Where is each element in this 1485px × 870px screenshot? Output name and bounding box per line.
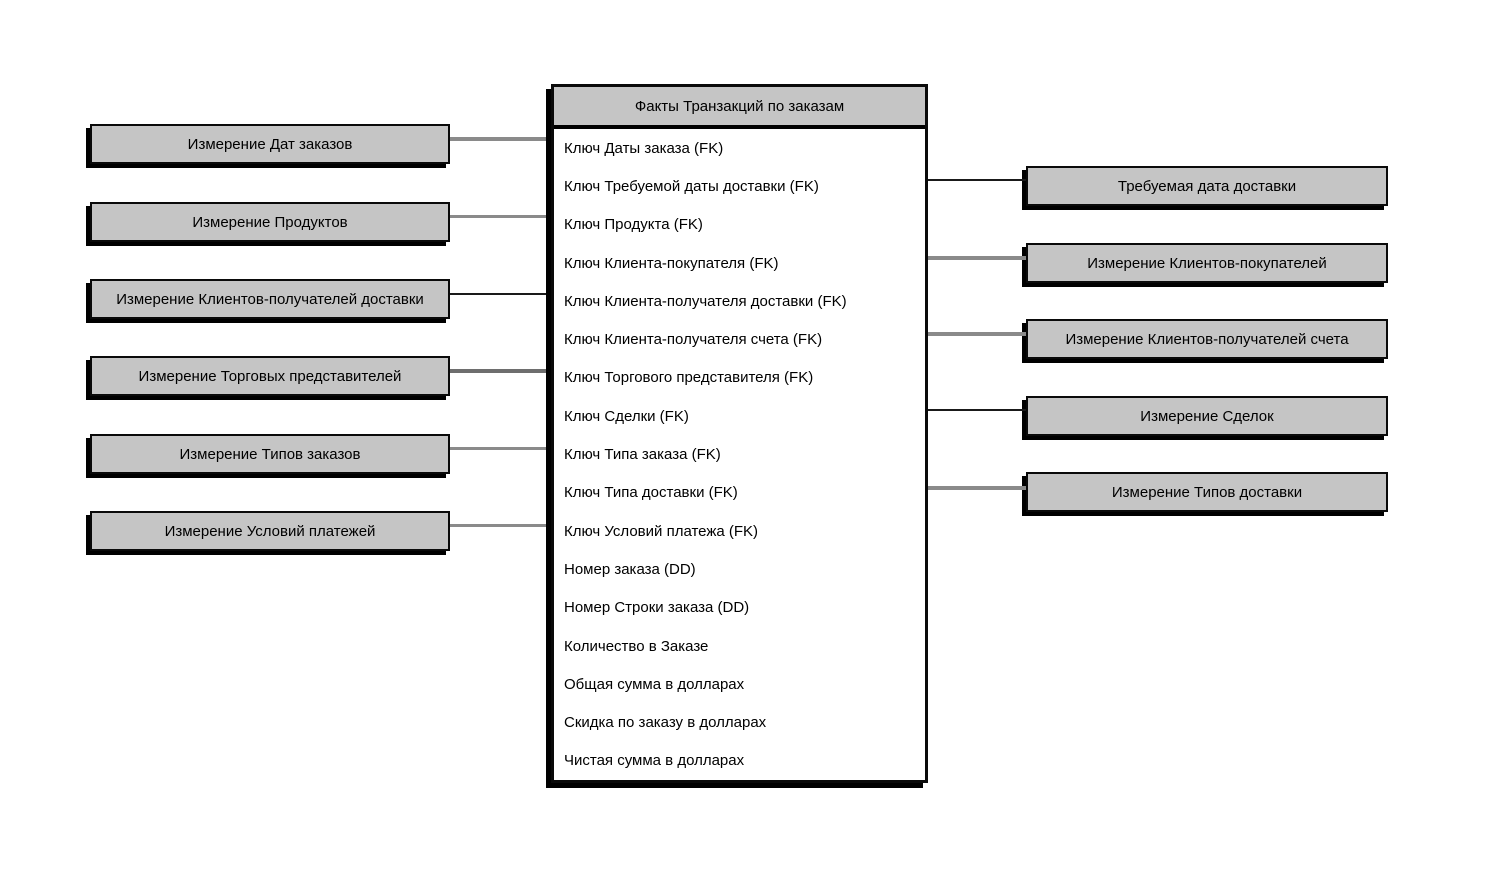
connector-buyer-customers — [925, 256, 1026, 260]
dimension-label-order-dates: Измерение Дат заказов — [187, 135, 353, 153]
fact-field-buyer-customer-key: Ключ Клиента-покупателя (FK) — [564, 254, 779, 272]
dimension-label-buyer-customers: Измерение Клиентов-покупателей — [1087, 254, 1327, 272]
fact-field-deal-key: Ключ Сделки (FK) — [564, 407, 689, 425]
fact-table[interactable] — [551, 84, 928, 783]
connector-sales-reps — [450, 369, 551, 373]
fact-field-bill-to-customer-key: Ключ Клиента-получателя счета (FK) — [564, 331, 823, 349]
fact-field-order-line-number: Номер Строки заказа (DD) — [564, 599, 750, 617]
connector-delivery-types — [925, 486, 1026, 490]
fact-field-order-number: Номер заказа (DD) — [564, 560, 696, 578]
dimension-box-order-dates[interactable] — [90, 124, 450, 164]
fact-field-net-dollar-amount: Чистая сумма в долларах — [564, 752, 745, 770]
dimension-label-sales-reps: Измерение Торговых представителей — [138, 367, 402, 385]
fact-field-product-key: Ключ Продукта (FK) — [564, 216, 703, 234]
dimension-label-ship-to-customers: Измерение Клиентов-получателей доставки — [116, 290, 424, 308]
fact-table-body — [554, 129, 925, 780]
connector-order-types — [450, 447, 551, 450]
connector-order-dates — [450, 137, 551, 141]
dimension-box-payment-terms[interactable] — [90, 511, 450, 551]
dimension-box-bill-to-customers[interactable] — [1026, 319, 1388, 359]
dimension-box-products[interactable] — [90, 202, 450, 242]
connector-deals — [925, 409, 1026, 411]
dimension-label-products: Измерение Продуктов — [192, 213, 348, 231]
dimension-box-delivery-types[interactable] — [1026, 472, 1388, 512]
fact-field-payment-terms-key: Ключ Условий платежа (FK) — [564, 522, 759, 540]
dimension-box-buyer-customers[interactable] — [1026, 243, 1388, 283]
connector-bill-to-customers — [925, 332, 1026, 336]
dimension-label-order-types: Измерение Типов заказов — [179, 445, 361, 463]
fact-field-delivery-type-key: Ключ Типа доставки (FK) — [564, 484, 738, 502]
fact-field-gross-dollar-amount: Общая сумма в долларах — [564, 675, 745, 693]
dimension-label-delivery-types: Измерение Типов доставки — [1111, 483, 1303, 501]
dimension-box-ship-to-customers[interactable] — [90, 279, 450, 319]
fact-field-ship-to-customer-key: Ключ Клиента-получателя доставки (FK) — [564, 292, 847, 310]
fact-table-title: Факты Транзакций по заказам — [634, 97, 845, 115]
fact-field-sales-rep-key: Ключ Торгового представителя (FK) — [564, 369, 814, 387]
fact-field-order-type-key: Ключ Типа заказа (FK) — [564, 446, 721, 464]
connector-ship-to-customers — [450, 293, 551, 295]
dimension-label-payment-terms: Измерение Условий платежей — [164, 522, 376, 540]
dimension-label-bill-to-customers: Измерение Клиентов-получателей счета — [1065, 330, 1349, 348]
connector-products — [450, 215, 551, 218]
fact-field-required-delivery-date-key: Ключ Требуемой даты доставки (FK) — [564, 177, 819, 195]
fact-field-order-date-key: Ключ Даты заказа (FK) — [564, 139, 724, 157]
dimension-label-deals: Измерение Сделок — [1140, 407, 1274, 425]
connector-payment-terms — [450, 524, 551, 527]
dimension-box-deals[interactable] — [1026, 396, 1388, 436]
dimension-label-required-delivery-date: Требуемая дата доставки — [1117, 177, 1297, 195]
fact-table-header — [554, 87, 925, 129]
fact-field-order-quantity: Количество в Заказе — [564, 637, 709, 655]
dimension-box-required-delivery-date[interactable] — [1026, 166, 1388, 206]
fact-field-discount-dollar-amount: Скидка по заказу в долларах — [564, 714, 767, 732]
dimension-box-sales-reps[interactable] — [90, 356, 450, 396]
dimension-box-order-types[interactable] — [90, 434, 450, 474]
connector-required-delivery-date — [925, 179, 1026, 181]
